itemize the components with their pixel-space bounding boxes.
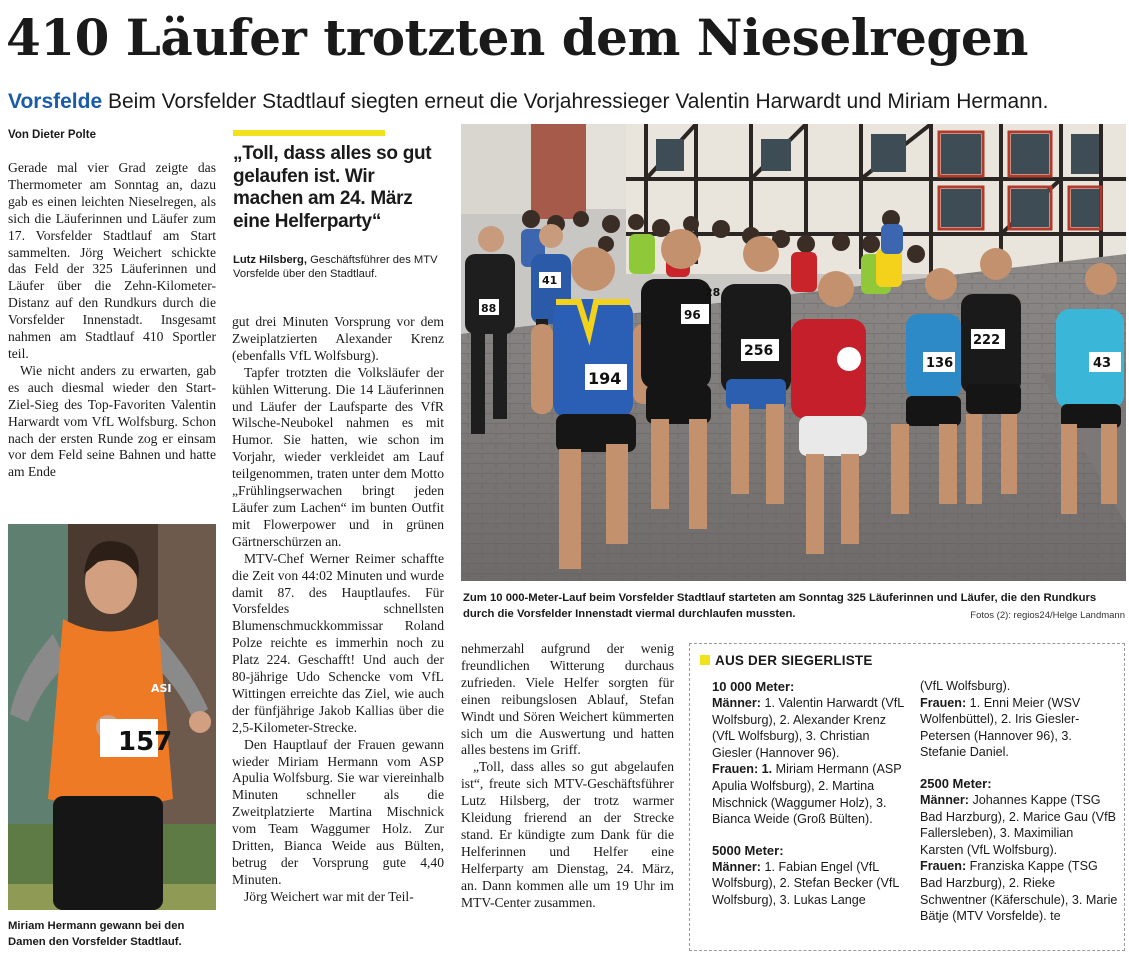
paragraph: „Toll, dass alles so gut abgelaufen ist“, freute sich MTV-Geschäftsführer Lutz Hilsberg, der trotz warmer Kleidung frierend an der Strecke stand. Er kündigte zum Dank für die Helferinnen und Helfer eine Helferparty am Dienstag, 24. März, an. Dann kommen alle um 19 Uhr im MTV-Center zusammen.: [461, 759, 674, 910]
bib-number: 41: [542, 274, 558, 287]
result-text: Miriam Hermann (ASP Apulia Wolfsburg), 2. Martina Mischnick (Waggumer Holz), 3. Bianca Weide (Groß Bülten).: [712, 762, 902, 827]
result-entry: [712, 695, 912, 761]
shirt-text: ASI: [151, 682, 172, 695]
paragraph: Gerade mal vier Grad zeigte das Thermometer am Sonntag an, dazu gab es einen leichten Nieselregen, als sich die Läuferinnen und Läufer zum 17. Vorsfelder Stadtlauf am Start sammelten. Jörg Weichert schickte das Feld der 325 Läuferinnen und Läufer über die Zehn-Kilometer-Distanz auf den Rundkurs durch die Vorsfelder Innenstadt. Insgesamt nahmen am Stadtlauf 410 Sportler teil.: [8, 160, 216, 361]
headline: 410 Läufer trotzten dem Nieselregen: [6, 8, 1029, 67]
results-column-1: [712, 678, 912, 909]
article-column-2: [232, 314, 444, 906]
runner-bib-number: 157: [118, 727, 173, 757]
bib-number: 256: [744, 343, 774, 359]
paragraph: Jörg Weichert war mit der Teil-: [244, 888, 414, 904]
bib-number: 28: [705, 286, 721, 299]
runner-photo: [8, 524, 216, 910]
result-entry: [920, 858, 1120, 924]
result-text: Johannes Kappe (TSG Bad Harzburg), 2. Marice Gau (VfB Fallersleben), 3. Maximilian Karsten (VfL Wolfsburg).: [920, 792, 1116, 857]
paragraph: Den Hauptlauf der Frauen gewann wieder Miriam Hermann vom ASP Apulia Wolfsburg. Sie war viereinhalb Minuten schneller als die Zweitplatzierte Martina Mischnick vom Team Waggumer Holz. Zur Dritten, Bianca Weide aus Bülten, betrug der Vorsprung gute 4,40 Minuten.: [232, 736, 444, 887]
bib-number: 222: [973, 333, 1001, 348]
quote-accent-bar: [233, 130, 385, 136]
main-photo-caption: Zum 10 000-Meter-Lauf beim Vorsfelder Stadtlauf starteten am Sonntag 325 Läuferinnen und Läufer, die den Rundkurs durch die Vorsfelder Innenstadt viermal durchlaufen mussten.: [463, 592, 1097, 620]
category-label: Frauen: 1.: [712, 762, 773, 777]
paragraph: MTV-Chef Werner Reimer schaffte die Zeit von 44:02 Minuten und wurde damit 87. des Hauptlaufes. Für Vorsfeldes schnellsten Blumenschmuckkommissar Roland Polze reichte es immerhin noch zu Platz 224. Geschafft! Und auch der 80-jährige Udo Schencke vom VfL Wittingen erreichte das Ziel, wie auch der fünfjährige Jakob Kallias über die 2,5-Kilometer-Strecke.: [232, 550, 444, 735]
results-title-text: AUS DER SIEGERLISTE: [715, 653, 873, 668]
bib-number: 194: [588, 369, 622, 388]
paragraph: Tapfer trotzten die Volksläufer der kühlen Witterung. Die 14 Läuferinnen und Läufer der Laufsparte des VfR Wilsche-Neubokel nahmen es mit Humor. Sie hatten, wie schon im Vorjahr, wieder verkleidet am Lauf teilgenommen, traten unter dem Motto „Frühlingserwachen bringt jeden Läufer zum Lachen“ im bunten Outfit mit Flowerpower und in grünen Gärtnerschürzen an.: [232, 364, 444, 549]
article-column-3: [461, 641, 674, 912]
runner-photo-caption: Miriam Hermann gewann bei den Damen den Vorsfelder Stadtlauf.: [8, 920, 185, 948]
results-column-2: [920, 678, 1120, 925]
paragraph: Wie nicht anders zu erwarten, gab es auch diesmal wieder den Start-Ziel-Sieg des Top-Favoriten Valentin Harwardt vom VfL Wolfsburg. Schon nach der ersten Runde zog er einsam vor dem Feld seine Bahnen und hatte am Ende: [8, 362, 216, 480]
byline: Von Dieter Polte: [8, 129, 96, 141]
category-label: Männer:: [712, 859, 761, 874]
quote-author: Lutz Hilsberg,: [233, 254, 307, 266]
result-entry: [712, 859, 912, 909]
result-text: 1. Valentin Harwardt (VfL Wolfsburg), 2. Alexander Krenz (VfL Wolfsburg), 3. Christian Giesler (Hannover 96).: [712, 696, 904, 760]
category-label: Männer:: [712, 696, 761, 710]
bib-number: 96: [684, 308, 701, 322]
result-fragment: te: [1046, 909, 1061, 924]
category-label: Männer:: [920, 792, 969, 807]
pull-quote: „Toll, dass alles so gut gelaufen ist. Wir machen am 24. März eine Helferparty“: [233, 143, 432, 232]
article-column-1: [8, 160, 216, 481]
main-photo: [461, 124, 1126, 581]
quote-attribution: [233, 253, 443, 281]
result-entry: [920, 792, 1120, 858]
result-text: 1. Fabian Engel (VfL Wolfsburg), 2. Stefan Becker (VfL Wolfsburg), 3. Lukas Lange: [712, 859, 899, 907]
photo-credit: Fotos (2): regios24/Helge Landmann: [970, 610, 1125, 621]
result-continuation: (VfL Wolfsburg).: [920, 679, 1011, 693]
bib-number: 136: [926, 356, 954, 371]
quote-role: Geschäftsführer des MTV Vorsfelde über den Stadtlauf.: [233, 254, 438, 280]
distance-heading: 5000 Meter:: [712, 842, 784, 858]
paragraph: nehmerzahl aufgrund der wenig freundlichen Witterung durchaus zufrieden. Viele Helfer sorgten für einen reibungslosen Ablauf, Stefan Windt und Sören Weichert kümmerten sich um die Auswertung und hatten alles bestens im Griff.: [461, 641, 674, 758]
subheadline: [8, 88, 1048, 116]
category-label: Frauen:: [920, 695, 967, 710]
result-text: 1. Enni Meier (WSV Wolfenbüttel), 2. Iris Giesler-Petersen (Hannover 96), 3. Stefanie Daniel.: [920, 695, 1081, 760]
distance-heading: 10 000 Meter:: [712, 679, 795, 694]
distance-heading: 2500 Meter:: [920, 775, 992, 791]
paragraph: gut drei Minuten Vorsprung vor dem Zweiplatzierten Alexander Krenz (ebenfalls VfL Wolfsburg).: [232, 314, 444, 363]
category-label: Frauen:: [920, 859, 967, 874]
results-title: [700, 653, 873, 668]
result-text: Franziska Kappe (TSG Bad Harzburg), 2. Rieke Schwentner (Käferschule), 3. Marie Bätje (MTV Vorsfelde).: [920, 859, 1118, 924]
result-entry: [920, 695, 1120, 761]
title-marker: [700, 655, 710, 665]
kicker: Vorsfelde: [8, 90, 103, 113]
subhead-text: Beim Vorsfelder Stadtlauf siegten erneut die Vorjahressieger Valentin Harwardt und Miriam Hermann.: [108, 90, 1049, 113]
bib-number: 88: [481, 302, 497, 315]
bib-number: 43: [1093, 356, 1112, 371]
result-entry: [712, 761, 912, 827]
